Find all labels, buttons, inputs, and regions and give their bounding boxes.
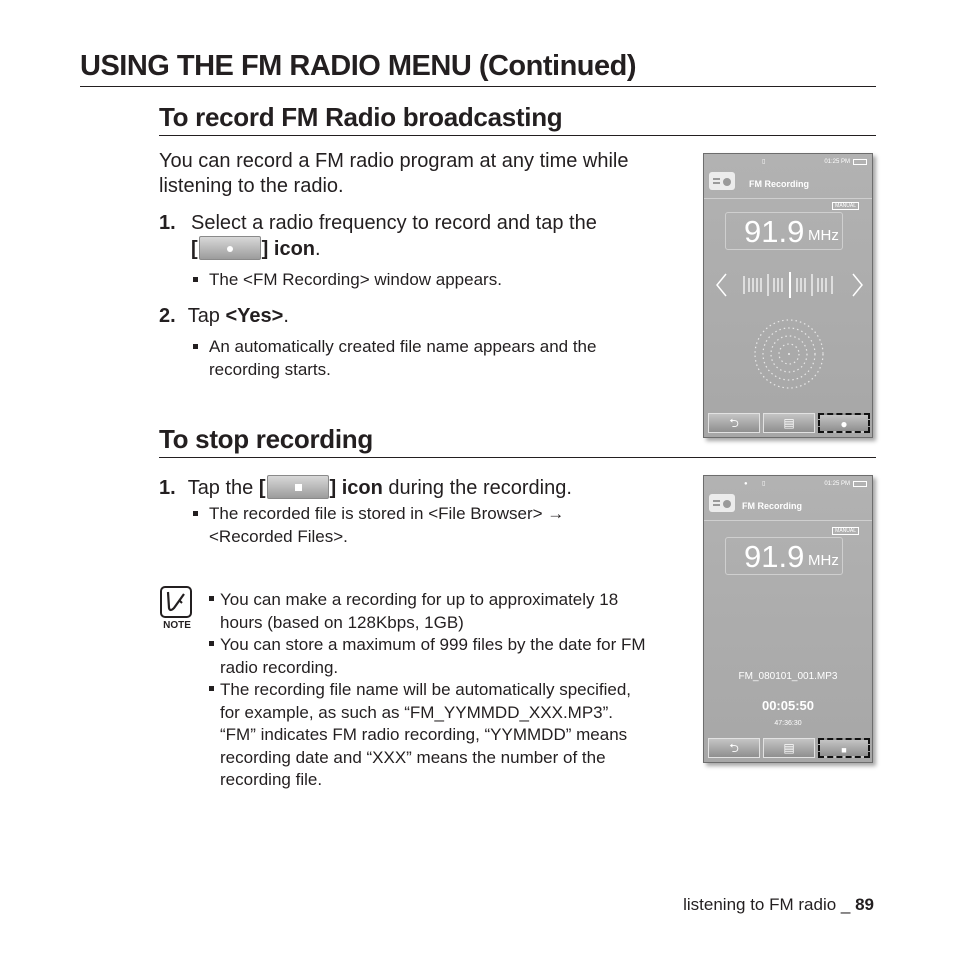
- device-screen-stop: [703, 475, 873, 763]
- note-item-line: radio recording.: [220, 657, 339, 677]
- list-icon: ▤: [783, 416, 795, 430]
- note-bullet-square: [209, 641, 214, 646]
- back-arrow-icon: ⮌: [729, 416, 739, 430]
- menu-button[interactable]: [763, 413, 815, 433]
- page-title: USING THE FM RADIO MENU (Continued): [80, 50, 637, 82]
- frequency-value: 91.9: [744, 214, 805, 249]
- page-number: 89: [855, 895, 874, 914]
- radio-icon: [709, 172, 735, 190]
- stop-button[interactable]: [818, 738, 870, 758]
- tune-left-icon: [717, 274, 726, 296]
- stop-square-icon: [295, 484, 302, 491]
- note-item-line: You can make a recording for up to approximately 18: [220, 590, 619, 609]
- record-intro-line1: You can record a FM radio program at any time while: [159, 150, 629, 172]
- note-item-line: for example, as such as “FM_YYMMDD_XXX.MP3”.: [220, 702, 614, 722]
- tune-right-icon: [853, 274, 862, 296]
- record-step1-number: 1.: [159, 212, 176, 234]
- record-step2-bullet-line2: recording starts.: [209, 360, 331, 379]
- recording-animation-icon: [744, 314, 834, 394]
- record-heading: To record FM Radio broadcasting: [159, 102, 563, 132]
- note-item-line: recording file.: [220, 770, 323, 789]
- frequency-display: [725, 537, 843, 575]
- back-button[interactable]: [708, 738, 760, 758]
- record-step1-line1: Select a radio frequency to record and tap the: [191, 212, 597, 234]
- record-dot-icon: [227, 246, 233, 252]
- yes-text: <Yes>: [225, 305, 284, 327]
- period: .: [283, 305, 289, 327]
- record-step1-line2: [191, 236, 321, 262]
- back-arrow-icon: ⮌: [729, 741, 739, 755]
- remaining-time: 47:36:30: [774, 720, 802, 727]
- frequency-unit: MHz: [808, 552, 839, 569]
- bracket-open: [: [258, 477, 266, 499]
- record-dot-icon: ●: [840, 417, 848, 431]
- icon-label: ] icon: [261, 238, 316, 260]
- page-footer: [683, 895, 874, 915]
- stop-step1-number: 1.: [159, 477, 176, 499]
- stop-step1-rest: during the recording.: [382, 477, 572, 499]
- recording-filename: FM_080101_001.MP3: [738, 671, 838, 682]
- note-item-line: The recording file name will be automatically specified,: [220, 680, 632, 699]
- record-step1-bullet: The <FM Recording> window appears.: [209, 270, 502, 289]
- frequency-display: [725, 212, 843, 250]
- record-step2-line: [159, 304, 289, 329]
- note-item-line: “FM” indicates FM radio recording, “YYMMDD” means: [220, 725, 628, 744]
- screen-header: [704, 162, 872, 199]
- note-item-line: recording date and “XXX” means the number of the: [220, 747, 606, 767]
- note-item-line: hours (based on 128Kbps, 1GB): [220, 612, 464, 632]
- stop-step1-line: [159, 475, 572, 501]
- stop-button-icon: [267, 475, 329, 499]
- footer-text: listening to FM radio _: [683, 895, 856, 914]
- tap-text: Tap: [187, 305, 226, 327]
- frequency-value: 91.9: [744, 539, 805, 574]
- record-step2-number: 2.: [159, 305, 176, 327]
- elapsed-time: 00:05:50: [761, 698, 815, 713]
- record-intro-line2: listening to the radio.: [159, 175, 344, 197]
- clock-text: 01:25 PM: [824, 481, 850, 487]
- back-button[interactable]: [708, 413, 760, 433]
- screen-title: FM Recording: [742, 501, 802, 511]
- frequency-unit: MHz: [808, 227, 839, 244]
- record-button[interactable]: [818, 413, 870, 433]
- record-divider: [159, 135, 876, 136]
- record-step2-bullet-line1: An automatically created file name appears and the: [209, 337, 597, 356]
- note-bullet-square: [209, 686, 214, 691]
- note-item-line: You can store a maximum of 999 files by the date for FM: [220, 635, 646, 654]
- device-screen-recording: [703, 153, 873, 438]
- manual-badge: MANUAL: [832, 527, 859, 535]
- tap-text: Tap the: [187, 477, 254, 499]
- radio-icon: [709, 494, 735, 512]
- lock-icon: ▯: [762, 159, 766, 165]
- record-status-dot-icon: ●: [744, 481, 748, 487]
- stop-square-icon: ■: [841, 745, 847, 755]
- bullet-square: [193, 277, 198, 282]
- period: .: [315, 238, 321, 260]
- title-divider: [80, 86, 876, 87]
- tuner-scale: [712, 270, 867, 300]
- bullet-square: [193, 344, 198, 349]
- stop-step1-bullet-line1: The recorded file is stored in <File Browser> →: [209, 504, 565, 523]
- stop-divider: [159, 457, 876, 458]
- record-button-icon: [199, 236, 261, 260]
- note-label: NOTE: [163, 620, 191, 631]
- icon-label: ] icon: [329, 477, 383, 499]
- stop-step1-bullet-line2: <Recorded Files>.: [209, 527, 348, 546]
- bracket-open: [: [191, 238, 198, 260]
- note-bullet-square: [209, 596, 214, 601]
- menu-button[interactable]: [763, 738, 815, 758]
- lock-icon: ▯: [762, 481, 766, 487]
- stop-heading: To stop recording: [159, 424, 373, 454]
- screen-button-bar: [708, 413, 870, 435]
- bullet-square: [193, 511, 198, 516]
- note-pencil-icon: [160, 586, 192, 618]
- clock-text: 01:25 PM: [824, 159, 850, 165]
- screen-button-bar: [708, 738, 870, 760]
- screen-header: [704, 484, 872, 521]
- screen-title: FM Recording: [749, 179, 809, 189]
- list-icon: ▤: [783, 741, 795, 755]
- manual-badge: MANUAL: [832, 202, 859, 210]
